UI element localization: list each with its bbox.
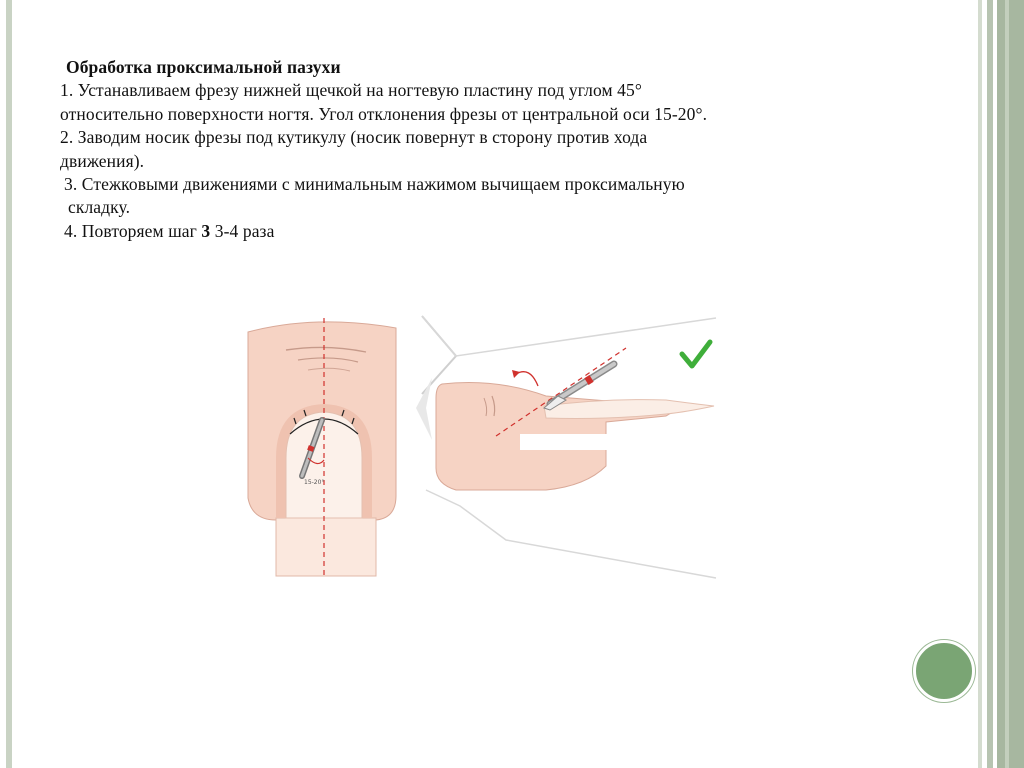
right-frame-stripe [997, 0, 1024, 768]
right-frame-stripe [987, 0, 993, 768]
finger-side-view [422, 316, 716, 578]
step-2-line-1: 2. Заводим носик фрезы под кутикулу (носик повернут в сторону против хода [60, 127, 648, 148]
step-4-suffix: 3-4 раза [210, 220, 275, 241]
finger-top-view [248, 318, 396, 578]
angle-label: 15-20° [304, 479, 325, 486]
step-1-line-2: относительно поверхности ногтя. Угол отклонения фрезы от центральной оси 15-20°. [60, 103, 708, 124]
step-2-line-2: движения). [60, 150, 145, 171]
step-4-prefix: 4. Повторяем шаг [64, 220, 202, 241]
step-3-line-1: 3. Стежковыми движениями с минимальным нажимом вычищаем проксимальную [64, 174, 685, 195]
slide-title: Обработка проксимальной пазухи [66, 57, 341, 77]
right-frame-stripe [978, 0, 982, 768]
slide-nav-circle-button[interactable] [913, 640, 975, 702]
step-4-bold-number: 3 [201, 220, 211, 241]
step-4-line [64, 220, 940, 243]
check-icon [682, 342, 710, 366]
nail-diagram [246, 308, 726, 580]
right-frame-stripe [1005, 0, 1009, 768]
step-3-line-2: складку. [68, 197, 131, 218]
step-1-line-1: 1. Устанавливаем фрезу нижней щечкой на ногтевую пластину под углом 45° [60, 80, 642, 101]
left-frame-stripe [6, 0, 12, 768]
slide-text [60, 56, 940, 243]
